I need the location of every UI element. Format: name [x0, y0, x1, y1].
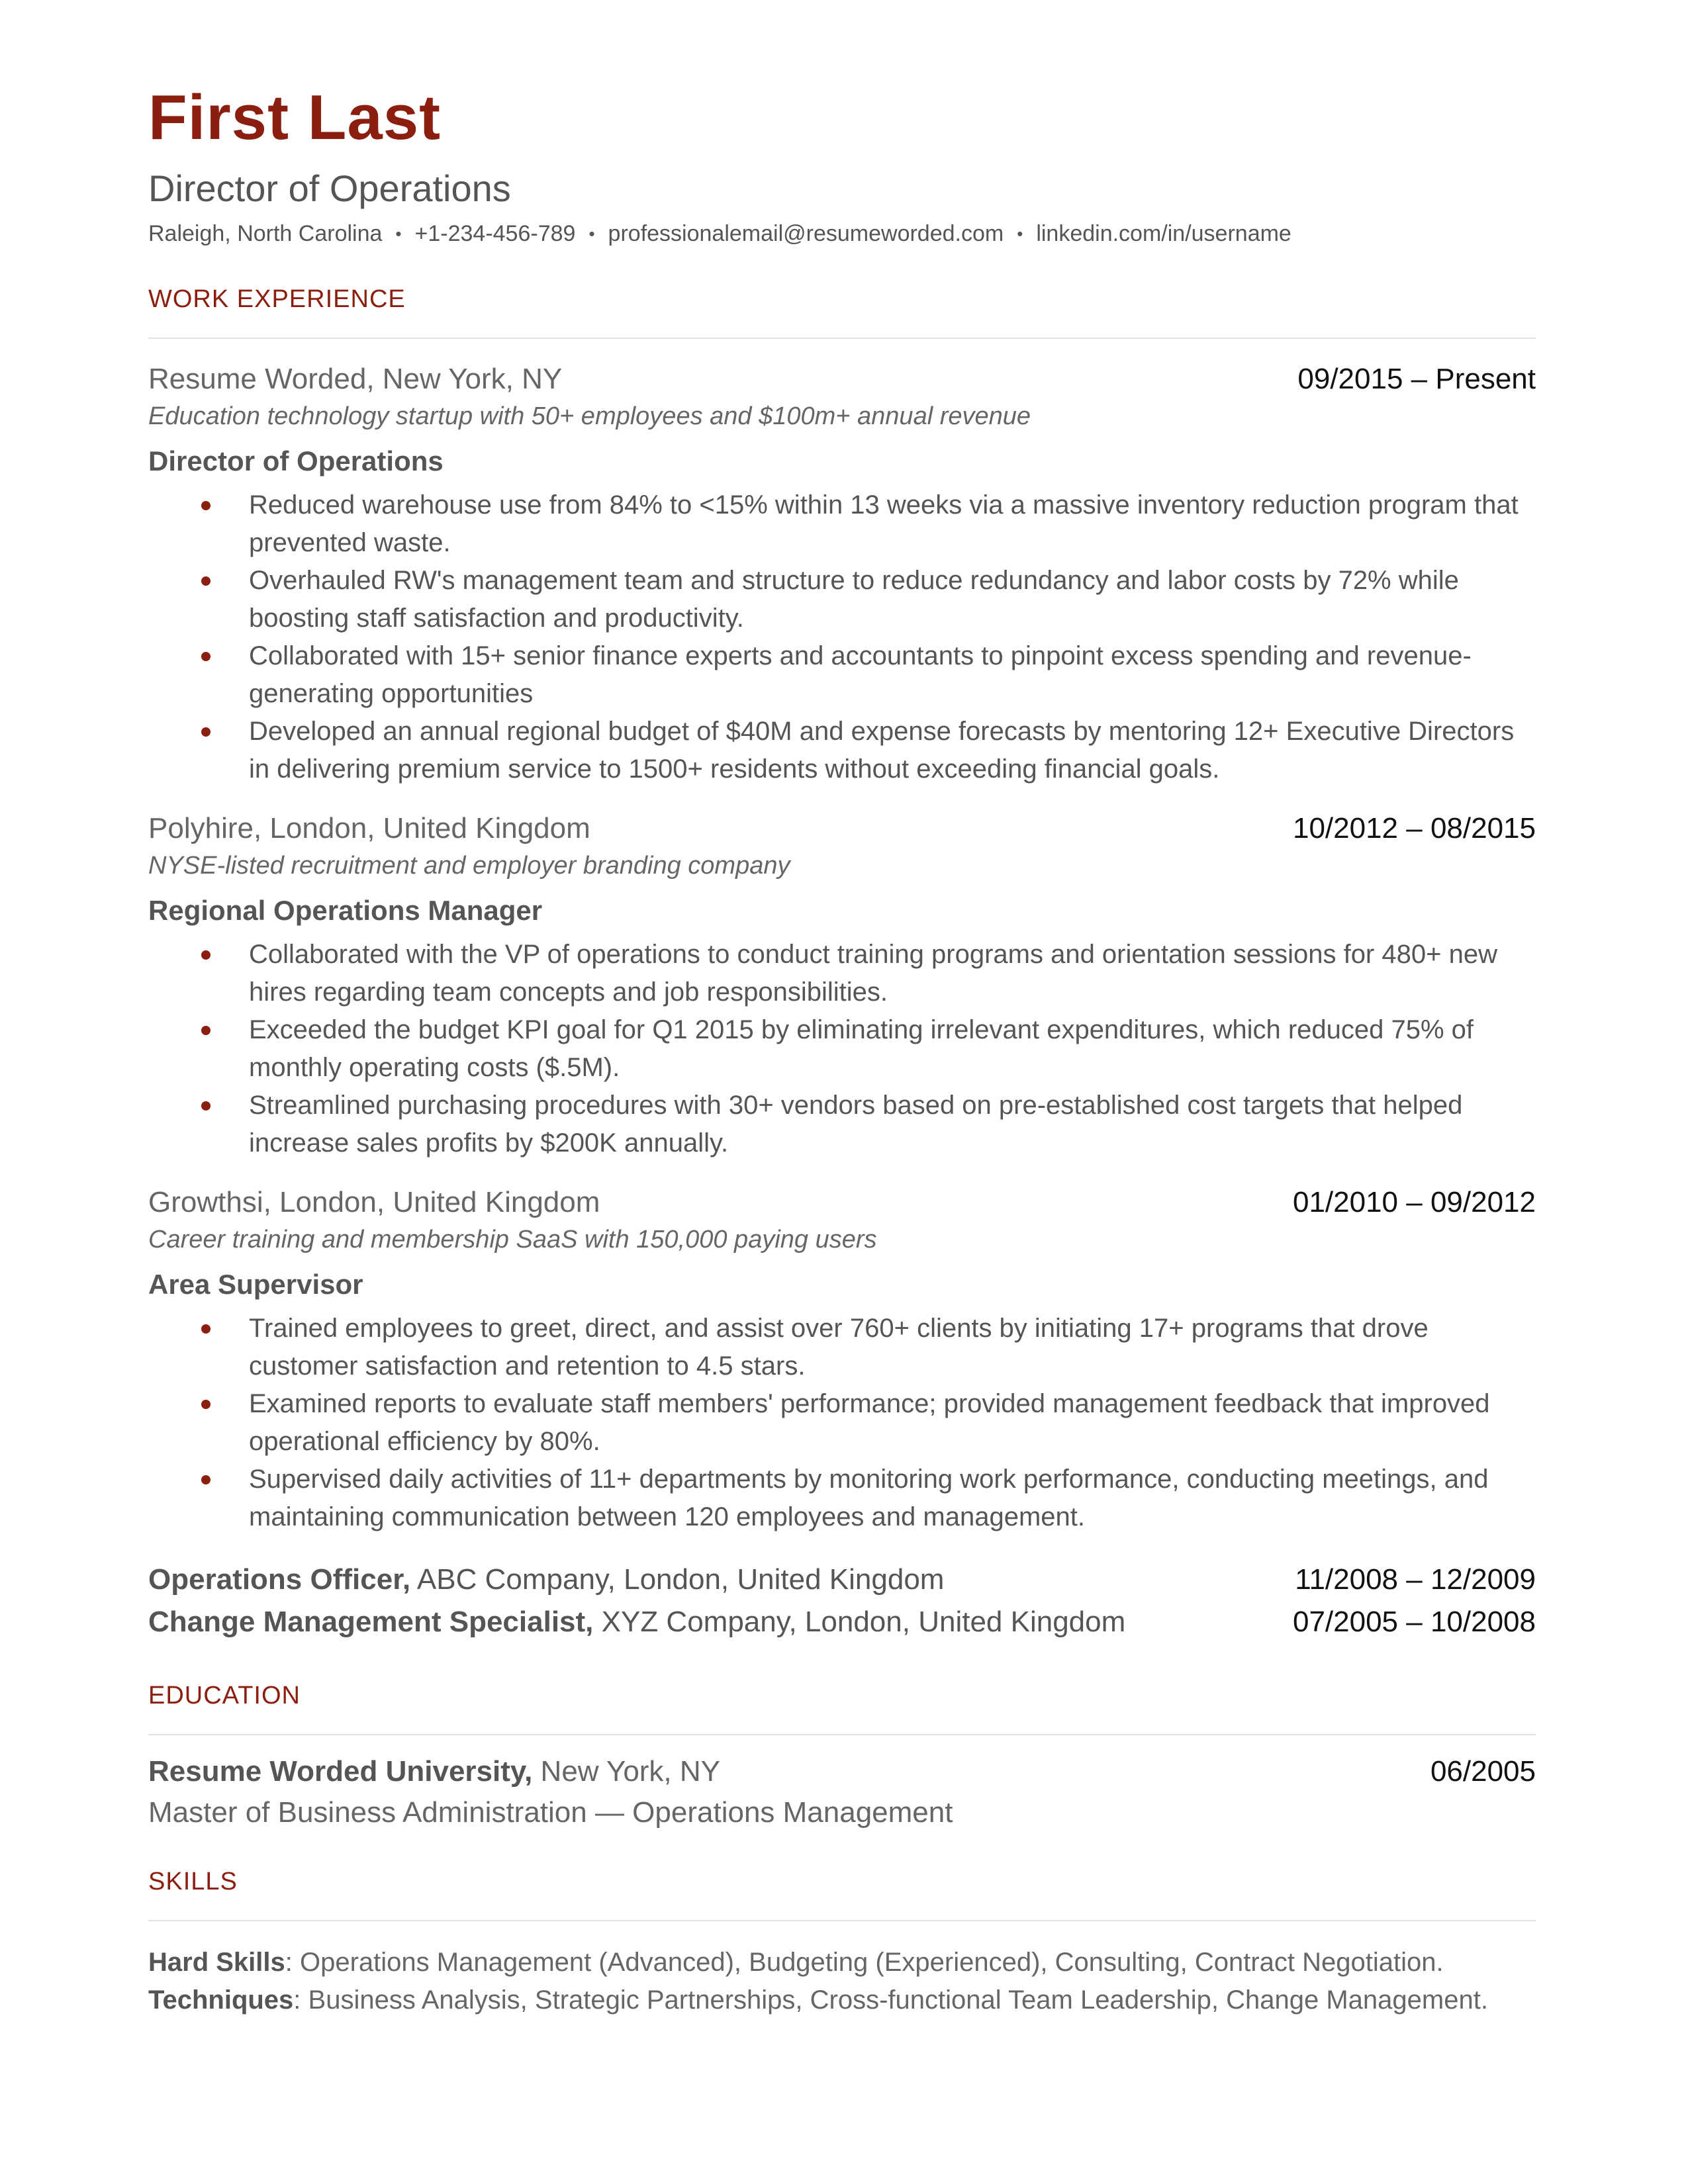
education-entry — [148, 1755, 1536, 1829]
other-role-row — [148, 1601, 1536, 1643]
job-dates: 01/2010 – 09/2012 — [1292, 1185, 1536, 1218]
contact-separator: • — [1017, 223, 1023, 244]
other-role-dates: 11/2008 – 12/2009 — [1295, 1563, 1536, 1596]
contact-separator: • — [588, 223, 595, 244]
job-bullets — [148, 1310, 1536, 1536]
skills-value: : Operations Management (Advanced), Budgeting (Experienced), Consulting, Contract Negotiation. — [285, 1947, 1444, 1977]
bullet-text: Developed an annual regional budget of $40M and expense forecasts by mentoring 12+ Executive Directors in delivering premium service to 1500+ residents without exceeding financial goals. — [249, 716, 1515, 784]
education-school-line — [148, 1755, 720, 1788]
job-header — [148, 363, 1536, 396]
bullet-icon — [201, 1026, 211, 1035]
bullet-icon — [201, 1101, 211, 1111]
bullet-icon — [201, 727, 211, 737]
bullet-item — [148, 1087, 1536, 1162]
education-header — [148, 1755, 1536, 1788]
other-role-title-company — [148, 1601, 1125, 1643]
section-heading-education: EDUCATION — [148, 1681, 301, 1709]
job-header — [148, 1186, 1536, 1219]
education-location: New York, NY — [532, 1754, 721, 1788]
bullet-text: Examined reports to evaluate staff members' performance; provided management feedback that improved operational efficiency by 80%. — [249, 1388, 1490, 1456]
bullet-icon — [201, 1475, 211, 1484]
job-dates: 10/2012 – 08/2015 — [1292, 811, 1536, 844]
bullet-text: Supervised daily activities of 11+ departments by monitoring work performance, conducting meetings, and maintaining communication between 120 employees and management. — [249, 1464, 1489, 1531]
contact-line — [148, 221, 1536, 247]
candidate-title: Director of Operations — [148, 167, 511, 209]
skills-label: Hard Skills — [148, 1947, 285, 1977]
bullet-icon — [201, 576, 211, 586]
job-entry — [148, 812, 1536, 1162]
other-roles — [148, 1559, 1536, 1643]
job-role: Area Supervisor — [148, 1268, 363, 1300]
bullet-item — [148, 1385, 1536, 1461]
bullet-item — [148, 1011, 1536, 1087]
other-role-dates: 07/2005 – 10/2008 — [1292, 1605, 1536, 1638]
candidate-name: First Last — [148, 82, 442, 153]
bullet-item — [148, 713, 1536, 788]
job-role: Regional Operations Manager — [148, 894, 543, 926]
skills-list — [148, 1944, 1536, 2019]
bullet-icon — [201, 1324, 211, 1334]
job-bullets — [148, 486, 1536, 788]
job-bullets — [148, 936, 1536, 1162]
education-degree: Master of Business Administration — Operations Management — [148, 1796, 953, 1829]
section-divider — [148, 338, 1536, 339]
contact-location: Raleigh, North Carolina — [148, 220, 383, 246]
bullet-item — [148, 1461, 1536, 1536]
bullet-item — [148, 936, 1536, 1011]
education-school: Resume Worded University, — [148, 1754, 533, 1788]
contact-linkedin[interactable]: linkedin.com/in/username — [1036, 220, 1291, 246]
skills-value: : Business Analysis, Strategic Partnerships, Cross-functional Team Leadership, Change Management. — [293, 1985, 1488, 2015]
contact-email[interactable]: professionalemail@resumeworded.com — [608, 220, 1004, 246]
job-role: Director of Operations — [148, 445, 444, 477]
skills-label: Techniques — [148, 1985, 294, 2015]
bullet-text: Overhauled RW's management team and structure to reduce redundancy and labor costs by 72% while boosting staff satisfaction and productivity. — [249, 565, 1459, 633]
bullet-icon — [201, 1400, 211, 1409]
bullet-item — [148, 562, 1536, 637]
bullet-icon — [201, 501, 211, 510]
other-role-row — [148, 1559, 1536, 1601]
resume-content — [148, 82, 1536, 2019]
bullet-icon — [201, 652, 211, 661]
section-heading-skills: SKILLS — [148, 1867, 238, 1895]
job-dates: 09/2015 – Present — [1297, 362, 1536, 395]
bullet-icon — [201, 950, 211, 960]
bullet-text: Streamlined purchasing procedures with 30+ vendors based on pre-established cost targets that helped increase sales profits by $200K annually. — [249, 1090, 1463, 1158]
skills-row — [148, 1981, 1536, 2019]
job-entry — [148, 363, 1536, 788]
section-heading-work: WORK EXPERIENCE — [148, 285, 406, 313]
other-role-title: Operations Officer, — [148, 1563, 411, 1596]
bullet-text: Trained employees to greet, direct, and assist over 760+ clients by initiating 17+ programs that drove customer satisfaction and retention to 4.5 stars. — [249, 1313, 1429, 1381]
job-company-description: Career training and membership SaaS with 150,000 paying users — [148, 1225, 877, 1253]
bullet-text: Exceeded the budget KPI goal for Q1 2015 by eliminating irrelevant expenditures, which reduced 75% of monthly operating costs ($.5M). — [249, 1015, 1474, 1082]
contact-separator: • — [395, 223, 402, 244]
job-company: Resume Worded, New York, NY — [148, 362, 563, 395]
bullet-item — [148, 486, 1536, 562]
other-role-title: Change Management Specialist, — [148, 1605, 594, 1638]
job-entry — [148, 1186, 1536, 1536]
other-role-company: XYZ Company, London, United Kingdom — [593, 1605, 1126, 1638]
job-header — [148, 812, 1536, 845]
job-company: Polyhire, London, United Kingdom — [148, 811, 590, 844]
bullet-text: Collaborated with the VP of operations to conduct training programs and orientation sessions for 480+ new hires regarding team concepts and job responsibilities. — [249, 939, 1497, 1007]
job-company-description: NYSE-listed recruitment and employer branding company — [148, 851, 790, 880]
other-role-title-company — [148, 1559, 944, 1601]
job-company-description: Education technology startup with 50+ employees and $100m+ annual revenue — [148, 402, 1031, 430]
skills-row — [148, 1944, 1536, 1981]
bullet-text: Collaborated with 15+ senior finance experts and accountants to pinpoint excess spending and revenue-generating opportunities — [249, 641, 1472, 708]
bullet-item — [148, 1310, 1536, 1385]
section-divider — [148, 1734, 1536, 1735]
education-date: 06/2005 — [1430, 1754, 1536, 1788]
other-role-company: ABC Company, London, United Kingdom — [410, 1563, 945, 1596]
job-company: Growthsi, London, United Kingdom — [148, 1185, 600, 1218]
bullet-item — [148, 637, 1536, 713]
contact-phone[interactable]: +1-234-456-789 — [414, 220, 576, 246]
section-divider — [148, 1920, 1536, 1921]
bullet-text: Reduced warehouse use from 84% to <15% within 13 weeks via a massive inventory reduction program that prevented waste. — [249, 490, 1519, 557]
